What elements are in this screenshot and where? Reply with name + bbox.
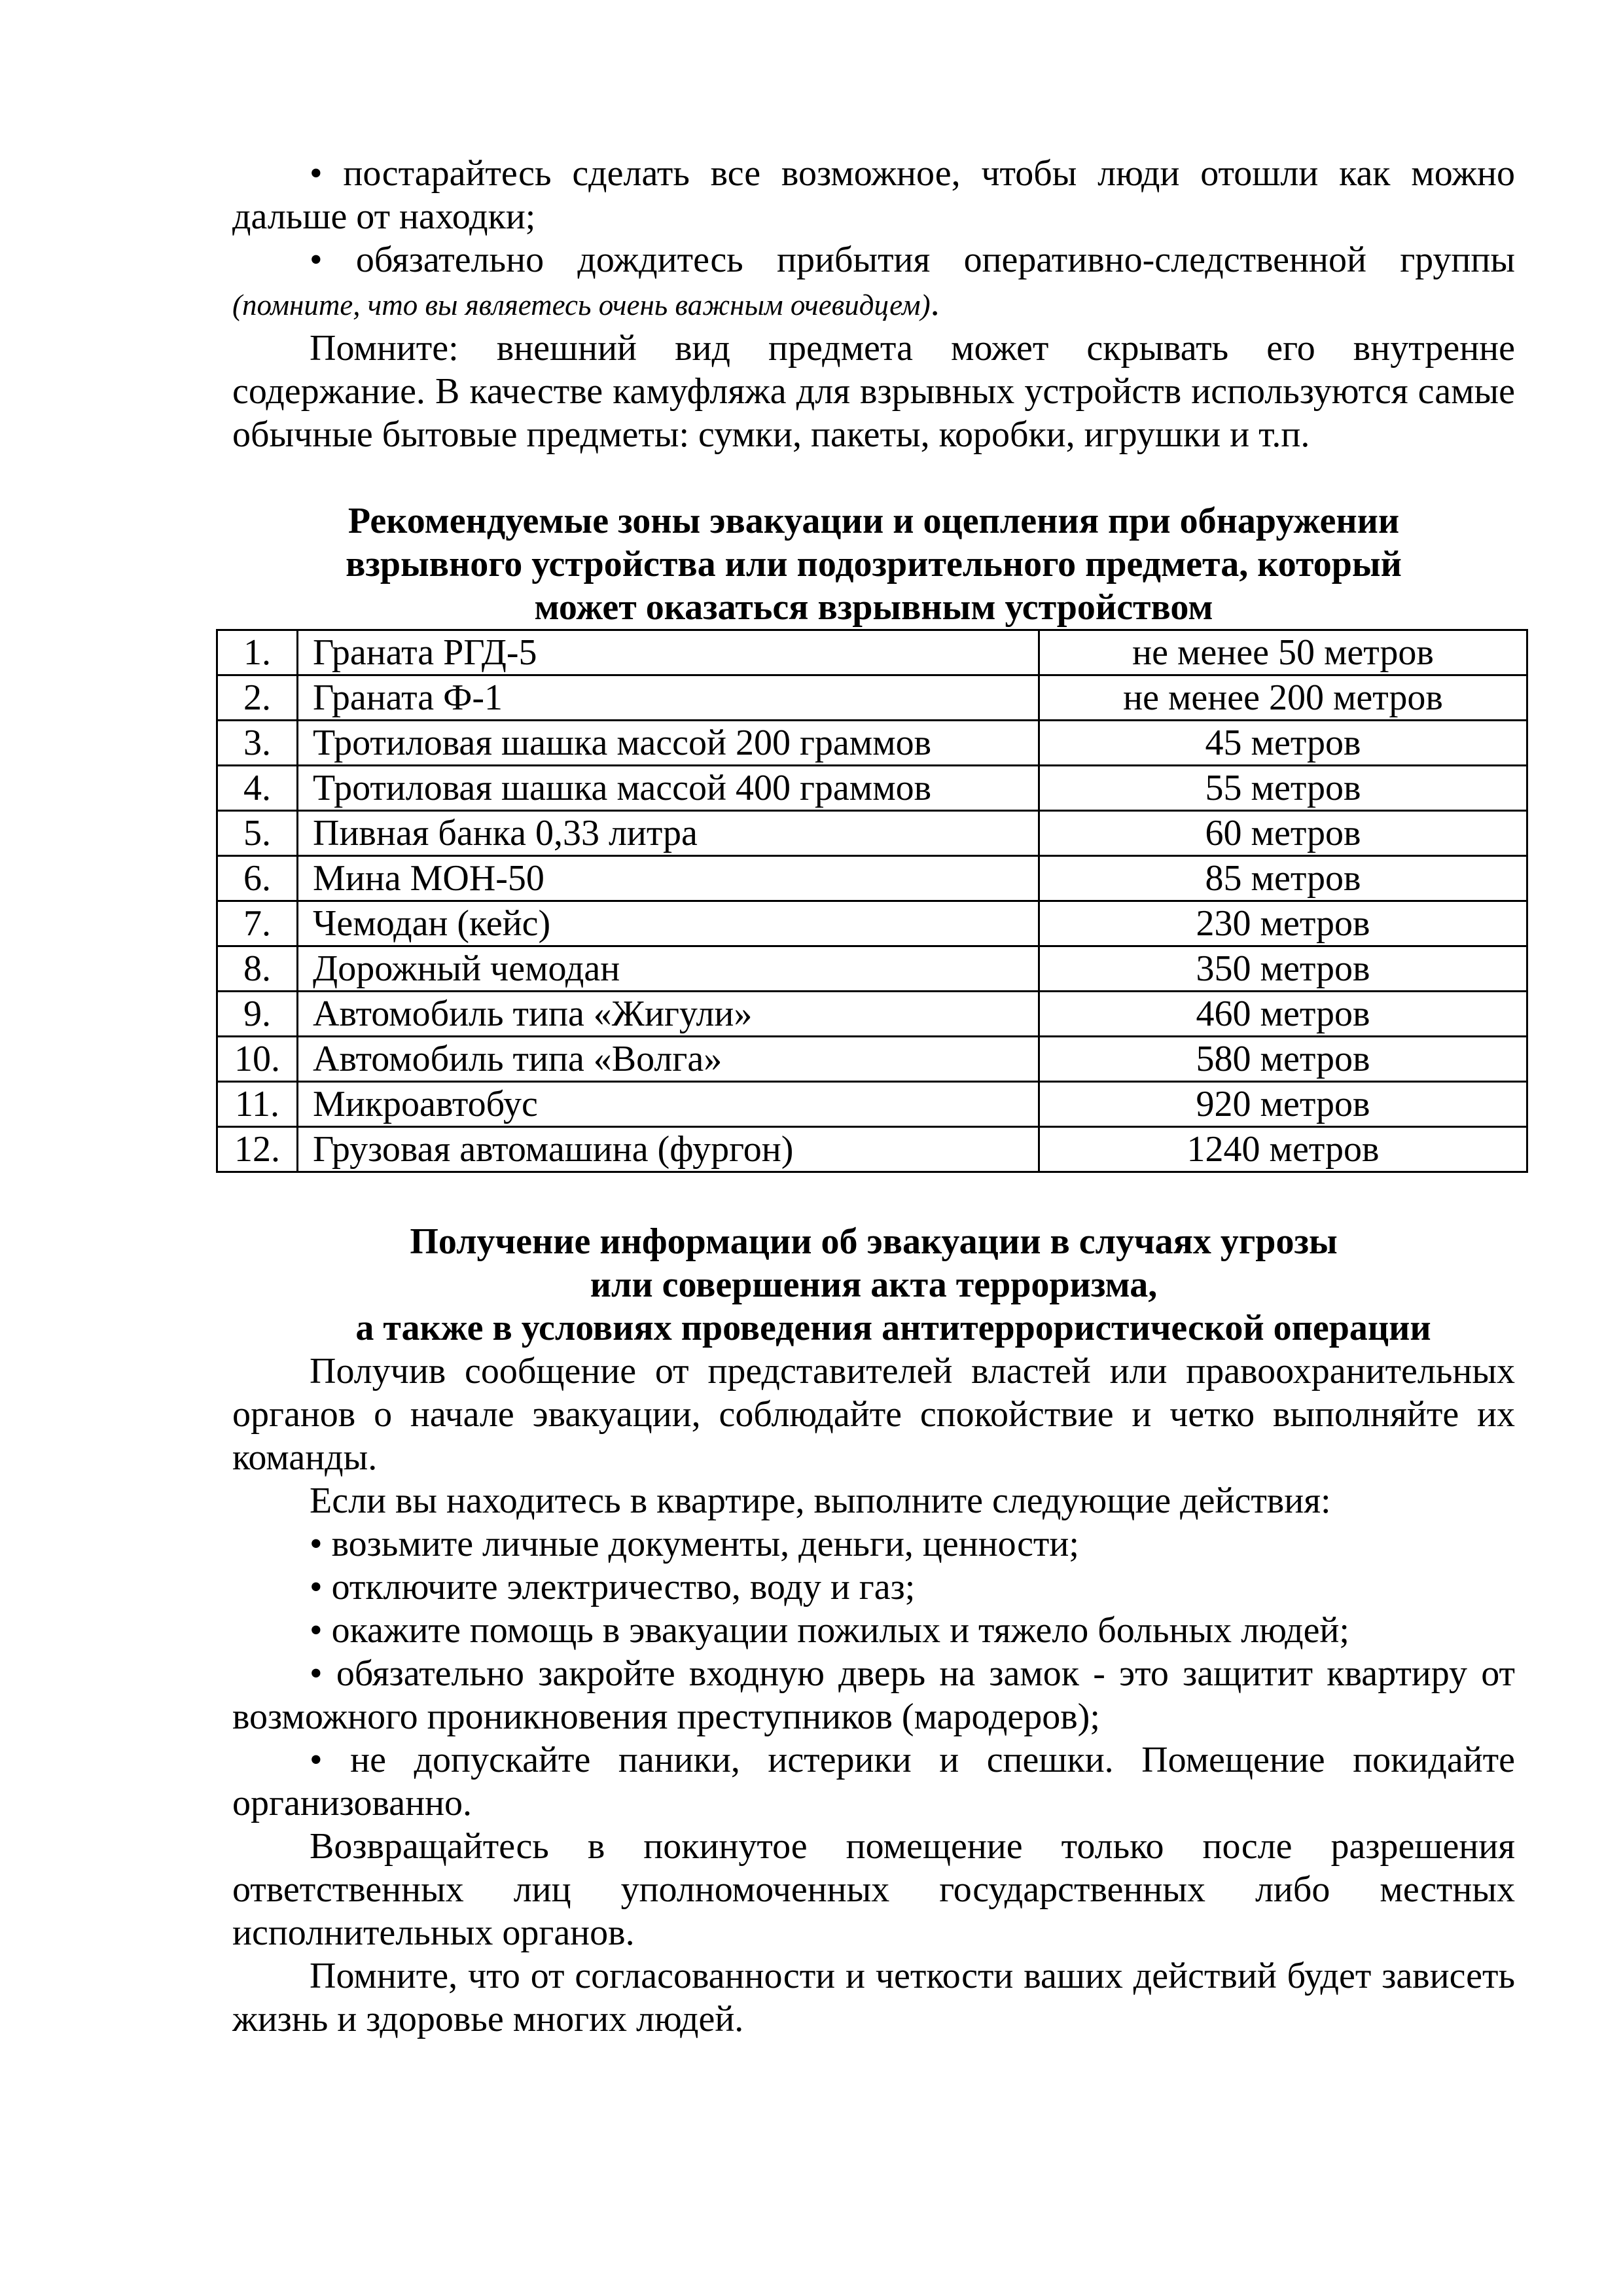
row-distance: 350 метров: [1039, 946, 1527, 992]
row-number: 6.: [217, 856, 298, 901]
table-row: [217, 811, 1527, 856]
evacuation-info-heading: [232, 1220, 1515, 1350]
row-distance: 920 метров: [1039, 1082, 1527, 1127]
row-distance: 85 метров: [1039, 856, 1527, 901]
apartment-lead: Если вы находитесь в квартире, выполните следующие действия:: [310, 1480, 1331, 1521]
row-item: Граната РГД-5: [298, 630, 1039, 675]
table-row: [217, 901, 1527, 946]
camouflage-warning: Помните: внешний вид предмета может скрывать его внутренне содержание. В качестве камуфляжа для взрывных устройств используются самые обычные бытовые предметы: сумки, пакеты, коробки, игрушки и т.п.: [232, 328, 1515, 455]
row-item: Автомобиль типа «Волга»: [298, 1037, 1039, 1082]
bullet-wait-investigators: [232, 238, 1515, 327]
zones-table-heading: [226, 499, 1522, 629]
table-row: [217, 856, 1527, 901]
row-distance: 580 метров: [1039, 1037, 1527, 1082]
row-number: 11.: [217, 1082, 298, 1127]
evac-title-line-1: Получение информации об эвакуации в случаях угрозы: [410, 1221, 1338, 1262]
row-distance: 1240 метров: [1039, 1127, 1527, 1172]
closing-reminder: Помните, что от согласованности и четкости ваших действий будет зависеть жизнь и здоровье многих людей.: [232, 1956, 1515, 2039]
bullet-help-elderly: • окажите помощь в эвакуации пожилых и тяжело больных людей;: [310, 1610, 1349, 1651]
row-number: 9.: [217, 992, 298, 1037]
row-number: 12.: [217, 1127, 298, 1172]
zones-title-line-2: взрывного устройства или подозрительного предмета, который: [346, 544, 1402, 584]
bullet-utilities: • отключите электричество, воду и газ;: [310, 1567, 916, 1607]
bullet-no-panic: • не допускайте паники, истерики и спешки. Помещение покидайте организованно.: [232, 1740, 1515, 1823]
bullet-documents: • возьмите личные документы, деньги, ценности;: [310, 1524, 1079, 1564]
row-distance: 55 метров: [1039, 766, 1527, 811]
row-number: 1.: [217, 630, 298, 675]
row-distance: 45 метров: [1039, 721, 1527, 766]
witness-note: (помните, что вы являетесь очень важным очевидцем): [232, 289, 931, 321]
row-number: 4.: [217, 766, 298, 811]
table-row: [217, 675, 1527, 721]
row-item: Тротиловая шашка массой 400 граммов: [298, 766, 1039, 811]
evac-title-line-2: или совершения акта терроризма,: [590, 1265, 1158, 1305]
row-number: 5.: [217, 811, 298, 856]
evacuation-zones-table: [216, 629, 1528, 1173]
row-number: 8.: [217, 946, 298, 992]
table-row: [217, 766, 1527, 811]
evacuation-intro: Получив сообщение от представителей властей или правоохранительных органов о начале эвакуации, соблюдайте спокойствие и четко выполняйте их команды.: [232, 1351, 1515, 1478]
evac-title-line-3: а также в условиях проведения антитеррористической операции: [355, 1308, 1431, 1348]
table-row: [217, 992, 1527, 1037]
table-row: [217, 721, 1527, 766]
row-item: Чемодан (кейс): [298, 901, 1039, 946]
row-number: 10.: [217, 1037, 298, 1082]
bullet-move-people-away: • постарайтесь сделать все возможное, чтобы люди отошли как можно дальше от находки;: [232, 153, 1515, 237]
return-rule: Возвращайтесь в покинутое помещение только после разрешения ответственных лиц уполномоченных государственных либо местных исполнительных органов.: [232, 1826, 1515, 1953]
row-item: Грузовая автомашина (фургон): [298, 1127, 1039, 1172]
row-item: Граната Ф-1: [298, 675, 1039, 721]
zones-title-line-3: может оказаться взрывным устройством: [534, 587, 1213, 628]
row-distance: не менее 200 метров: [1039, 675, 1527, 721]
table-row: [217, 1082, 1527, 1127]
row-number: 7.: [217, 901, 298, 946]
bullet-lock-door: • обязательно закройте входную дверь на замок - это защитит квартиру от возможного проникновения преступников (мародеров);: [232, 1653, 1515, 1737]
row-item: Автомобиль типа «Жигули»: [298, 992, 1039, 1037]
row-distance: 230 метров: [1039, 901, 1527, 946]
row-distance: 460 метров: [1039, 992, 1527, 1037]
row-item: Тротиловая шашка массой 200 граммов: [298, 721, 1039, 766]
row-item: Микроавтобус: [298, 1082, 1039, 1127]
bullet-wait-main: • обязательно дождитесь прибытия оперативно-следственной группы: [310, 240, 1515, 280]
row-number: 3.: [217, 721, 298, 766]
table-row: [217, 630, 1527, 675]
row-item: Пивная банка 0,33 литра: [298, 811, 1039, 856]
row-number: 2.: [217, 675, 298, 721]
row-distance: 60 метров: [1039, 811, 1527, 856]
row-distance: не менее 50 метров: [1039, 630, 1527, 675]
row-item: Мина МОН-50: [298, 856, 1039, 901]
table-row: [217, 946, 1527, 992]
table-row: [217, 1037, 1527, 1082]
table-row: [217, 1127, 1527, 1172]
zones-title-line-1: Рекомендуемые зоны эвакуации и оцепления при обнаружении: [348, 501, 1400, 541]
document-page: [232, 152, 1515, 2041]
bullet-wait-end: .: [930, 283, 940, 323]
row-item: Дорожный чемодан: [298, 946, 1039, 992]
